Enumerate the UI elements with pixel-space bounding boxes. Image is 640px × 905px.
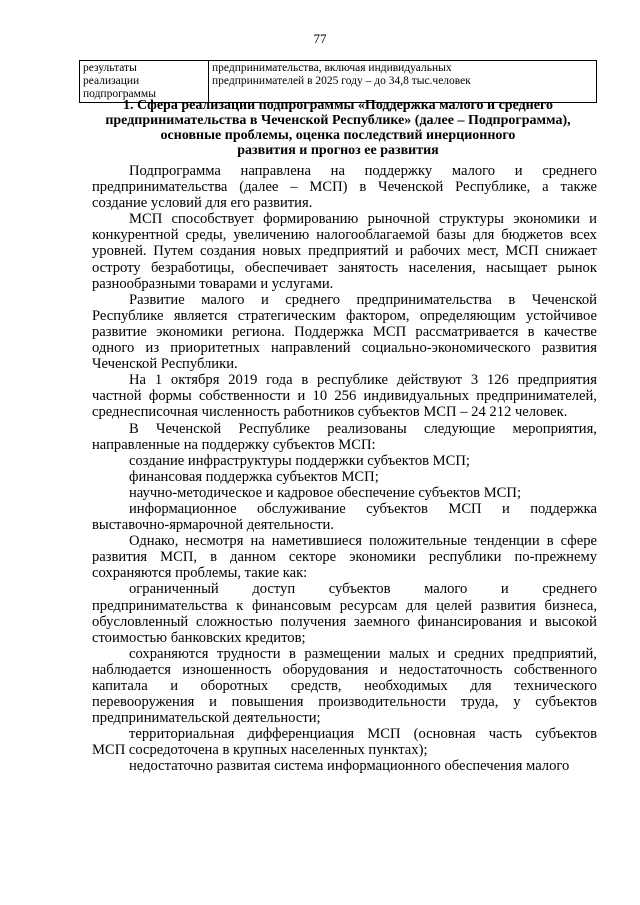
text-line: На 1 октября 2019 года в республике действуют 3 126 предприятия [129, 372, 597, 389]
text-line: одного из приоритетных направлений социально-экономического развития [92, 340, 597, 357]
table-row [80, 61, 597, 103]
page-number: 77 [313, 31, 327, 46]
paragraph [92, 163, 597, 211]
paragraph [92, 758, 597, 774]
heading-line: основные проблемы, оценка последствий инерционного [160, 128, 516, 143]
text-line: выставочно-ярмарочной деятельности. [92, 517, 334, 534]
paragraph [92, 453, 597, 469]
text-line: разнообразными товарами и услугами. [92, 275, 334, 292]
text-line: развития МСП, в данном секторе экономики республики по-прежнему [92, 549, 597, 566]
text-line: финансовая поддержка субъектов МСП; [129, 468, 379, 485]
paragraph [92, 485, 597, 501]
table-label-cell [80, 61, 209, 103]
text-line: создание инфраструктуры поддержки субъектов МСП; [129, 452, 470, 469]
text-line: предпринимательства (далее – МСП) в Чеченской Республике, а также [92, 179, 597, 196]
text-line: информационное обслуживание субъектов МСП и поддержка [129, 500, 597, 517]
text-line: недостаточно развитая система информационного обеспечения малого [129, 758, 570, 775]
table-label-line: результаты [83, 62, 137, 74]
paragraph [92, 646, 597, 726]
table-value-line: предпринимательства, включая индивидуальных [212, 62, 452, 74]
text-line: сохраняются трудности в размещении малых и средних предприятий, [129, 645, 597, 662]
heading-line: предпринимательства в Чеченской Республике» (далее – Подпрограмма), [105, 113, 571, 128]
body-text [92, 163, 597, 775]
text-line: предпринимательства к финансовым ресурсам для целей развития бизнеса, [92, 597, 597, 614]
paragraph [92, 469, 597, 485]
text-line: капитала и оборотных средств, необходимых для технического [92, 678, 597, 694]
text-line: предпринимательской деятельности; [92, 710, 321, 727]
paragraph [92, 581, 597, 645]
text-line: научно-методическое и кадровое обеспечение субъектов МСП; [129, 484, 522, 501]
table-label-line: реализации [83, 75, 140, 87]
text-line: территориальная дифференциация МСП (основная часть субъектов [129, 726, 597, 743]
section-heading [79, 98, 597, 158]
heading-line: 1. Сфера реализации подпрограммы «Поддержка малого и среднего [123, 98, 553, 113]
paragraph [92, 533, 597, 581]
text-line: МСП способствует формированию рыночной структуры экономики и [129, 211, 597, 228]
text-line: среднесписочная численность работников субъектов МСП – 24 212 человек. [92, 404, 568, 421]
text-line: перевооружения и повышения производительности труда, у субъектов [92, 694, 597, 711]
table-value-cell [209, 61, 597, 103]
paragraph [92, 372, 597, 420]
paragraph [92, 292, 597, 372]
text-line: Однако, несмотря на наметившиеся положительные тенденции в сфере [129, 533, 597, 550]
text-line: Чеченской Республики. [92, 356, 238, 373]
text-line: наблюдается изношенность оборудования и недостаточность собственного [92, 661, 597, 678]
heading-line: развития и прогноз ее развития [237, 143, 439, 158]
paragraph [92, 726, 597, 758]
text-line: Республике является стратегическим фактором, определяющим устойчивое [92, 307, 597, 324]
table-value-line: предпринимателей в 2025 году – до 34,8 тыс.человек [212, 75, 471, 87]
text-line: Развитие малого и среднего предпринимательства в Чеченской [129, 291, 597, 308]
text-line: остроту безработицы, обеспечивает занятость населения, насыщает рынок [92, 259, 597, 276]
text-line: В Чеченской Республике реализованы следующие мероприятия, [129, 420, 597, 437]
text-line: обусловленный сложностью получения заемного финансирования и высокой [92, 613, 597, 630]
text-line: развитие экономики региона. Поддержка МСП рассматривается в качестве [92, 323, 597, 340]
text-line: создание условий для его развития. [92, 195, 313, 212]
text-line: стоимостью банковских кредитов; [92, 629, 306, 646]
paragraph [92, 501, 597, 533]
text-line: частной формы собственности и 10 256 индивидуальных предпринимателей, [92, 388, 597, 405]
text-line: направленные на поддержку субъектов МСП: [92, 436, 376, 453]
paragraph [92, 211, 597, 291]
text-line: сохраняются проблемы, такие как: [92, 565, 308, 582]
text-line: МСП сосредоточена в крупных населенных пунктах); [92, 742, 428, 759]
passport-table-fragment [79, 60, 597, 103]
table-label-line: подпрограммы [83, 88, 156, 100]
text-line: ограниченный доступ субъектов малого и среднего [129, 581, 597, 598]
text-line: Подпрограмма направлена на поддержку малого и среднего [129, 163, 597, 179]
text-line: уровней. Путем создания новых предприятий и рабочих мест, МСП снижает [92, 243, 597, 260]
text-line: конкурентной среды, увеличению налогооблагаемой базы для бюджетов всех [92, 227, 597, 244]
paragraph [92, 421, 597, 453]
